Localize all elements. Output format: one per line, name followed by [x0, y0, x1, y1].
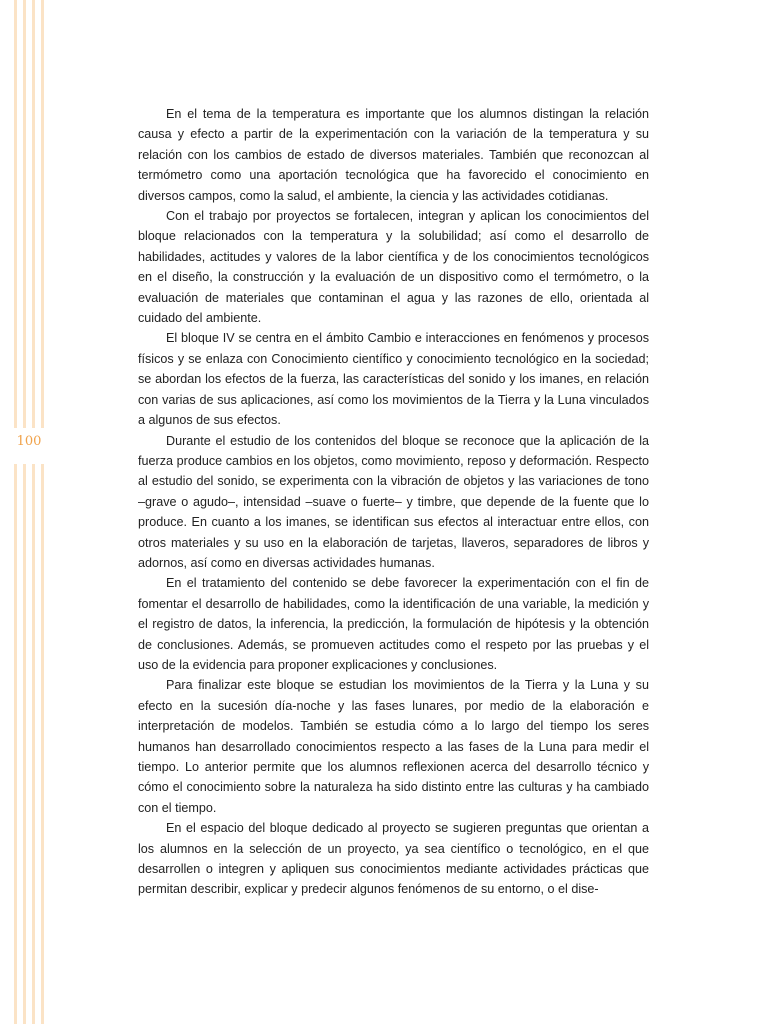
paragraph: Durante el estudio de los contenidos del bloque se reconoce que la aplicación de la fuerza produce cambios en los objetos, como movimiento, reposo y deformación. Respecto al estudio del sonido, se experimenta con la vibración de objetos y las variaciones de tono –grave o agudo–, intensidad –suave o fuerte– y timbre, que depende de la fuente que lo produce. En cuanto a los imanes, se identifican sus efectos al interactuar entre ellos, con otros materiales y su uso en la elaboración de tarjetas, llaveros, separadores de libros y adornos, así como en diversas actividades humanas.	[138, 433, 649, 570]
margin-stripe	[14, 0, 17, 1024]
paragraph: En el tema de la temperatura es importante que los alumnos distingan la relación causa y efecto a partir de la experimentación con la variación de la temperatura y su relación con los cambios de estado de diversos materiales. También que reconozcan al termómetro como una aportación tecnológica que ha favorecido el conocimiento en diversos campos, como la salud, el ambiente, la ciencia y las actividades cotidianas.	[138, 107, 649, 203]
page-number: 100	[16, 434, 42, 449]
paragraph: En el espacio del bloque dedicado al proyecto se sugieren preguntas que orientan a los alumnos en la selección de un proyecto, ya sea científico o tecnológico, en el que desarrollen o integren y apliquen sus conocimientos mediante actividades prácticas que permitan describir, explicar y predecir algunos fenómenos de su entorno, o el dise-	[138, 821, 649, 897]
margin-decoration	[14, 0, 44, 1024]
body-text	[138, 104, 649, 900]
paragraph: Con el trabajo por proyectos se fortalecen, integran y aplican los conocimientos del bloque relacionados con la temperatura y la solubilidad; así como el desarrollo de habilidades, actitudes y valores de la labor científica y de los conocimientos tecnológicos en el diseño, la construcción y la evaluación de un dispositivo como el termómetro, o la evaluación de materiales que contaminan el agua y las razones de ello, orientada al cuidado del ambiente.	[138, 209, 649, 326]
paragraph: Para finalizar este bloque se estudian los movimientos de la Tierra y la Luna y su efecto en la sucesión día-noche y las fases lunares, por medio de la elaboración e interpretación de modelos. También se estudia cómo a lo largo del tiempo los seres humanos han desarrollado conocimientos respecto a las fases de la Luna para medir el tiempo. Lo anterior permite que los alumnos reflexionen acerca del desarrollo técnico y cómo el conocimiento sobre la naturaleza ha sido distinto entre las culturas y ha cambiado con el tiempo.	[138, 678, 649, 815]
margin-stripe	[41, 0, 44, 1024]
paragraph: En el tratamiento del contenido se debe favorecer la experimentación con el fin de fomentar el desarrollo de habilidades, como la identificación de una variable, la medición y el registro de datos, la inferencia, la predicción, la formulación de hipótesis y la obtención de conclusiones. Además, se promueven actitudes como el respeto por las pruebas y el uso de la evidencia para proponer explicaciones y conclusiones.	[138, 576, 649, 672]
margin-stripe	[32, 0, 35, 1024]
paragraph: El bloque IV se centra en el ámbito Cambio e interacciones en fenómenos y procesos físicos y se enlaza con Conocimiento científico y conocimiento tecnológico en la sociedad; se abordan los efectos de la fuerza, las características del sonido y los imanes, en relación con varias de sus aplicaciones, así como los movimientos de la Tierra y la Luna vinculados a algunos de sus efectos.	[138, 331, 649, 428]
margin-stripe	[23, 0, 26, 1024]
